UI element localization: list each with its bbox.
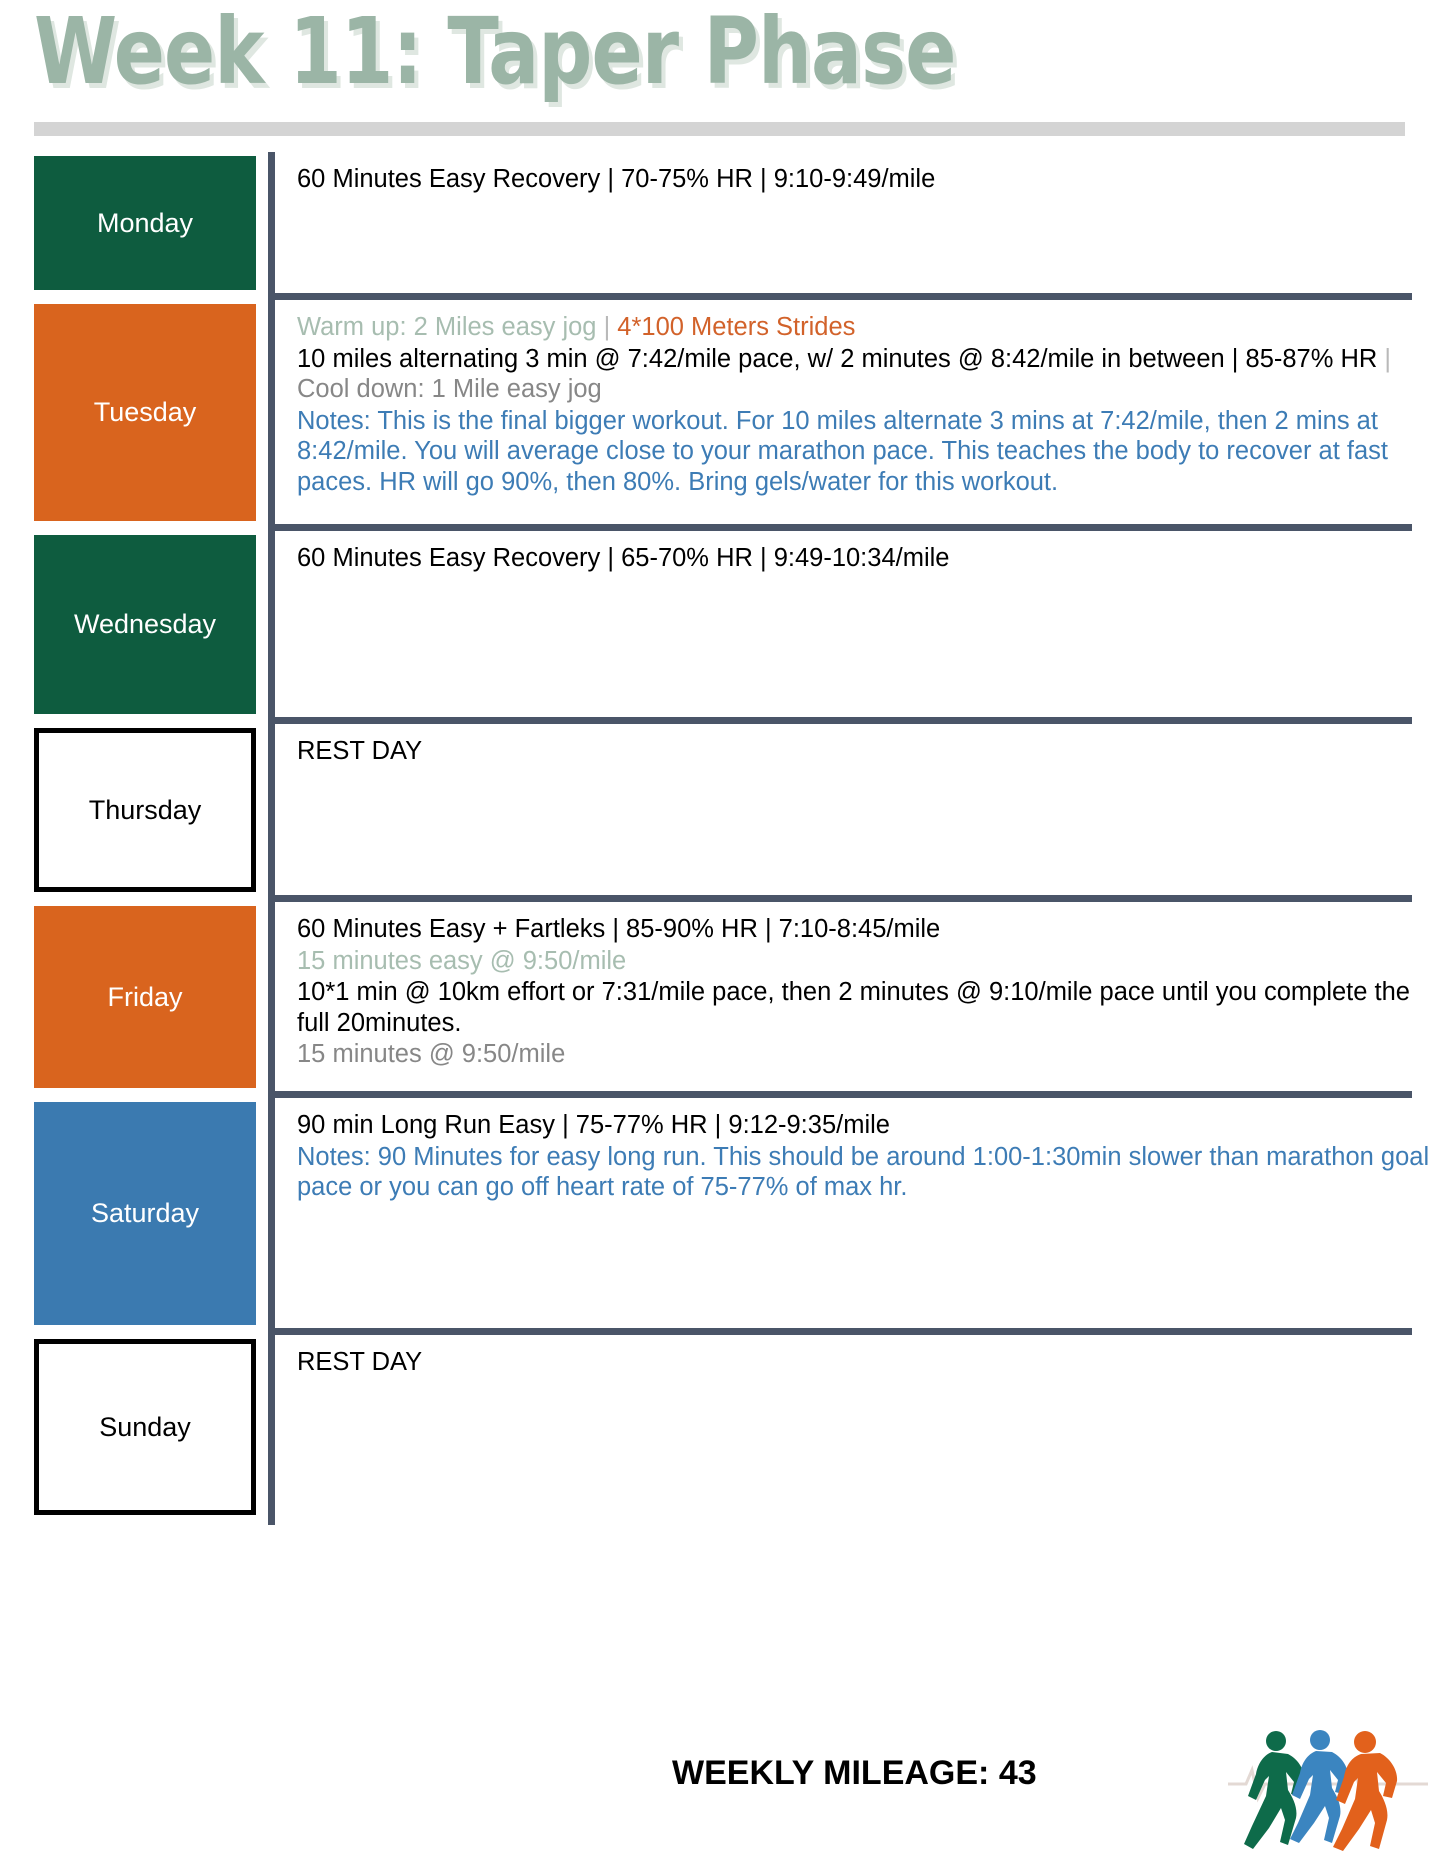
day-label-cell <box>0 300 256 531</box>
day-label-cell <box>0 724 256 902</box>
day-name: Wednesday <box>73 609 217 639</box>
day-block-friday[interactable] <box>34 906 256 1088</box>
runner-orange <box>1333 1731 1397 1851</box>
day-name: Tuesday <box>93 397 197 427</box>
workout-content <box>268 300 1445 531</box>
workout-line <box>297 914 1445 946</box>
day-label-cell <box>0 152 256 300</box>
workout-segment-green: Warm up: 2 Miles easy jog <box>297 313 604 341</box>
workout-segment-sep: | <box>1384 344 1392 373</box>
workout-line <box>297 1347 1445 1379</box>
workout-segment-black: 60 Minutes Easy + Fartleks | 85-90% HR | 7:10-8:45/mile <box>297 915 941 943</box>
workout-line <box>297 164 1445 196</box>
header-divider-rule <box>34 122 1405 136</box>
page-footer <box>0 1742 1445 1871</box>
schedule-row-friday <box>0 902 1445 1098</box>
day-label-cell <box>0 531 256 724</box>
workout-segment-black: 60 Minutes Easy Recovery | 70-75% HR | 9:10-9:49/mile <box>297 165 936 193</box>
workout-content <box>268 902 1445 1098</box>
workout-line <box>297 736 1445 768</box>
schedule-row-saturday <box>0 1098 1445 1335</box>
workout-line <box>297 1039 1445 1071</box>
day-name: Monday <box>96 207 194 238</box>
three-runners-logo <box>1228 1722 1428 1867</box>
schedule-row-monday <box>0 152 1445 300</box>
day-label-cell <box>0 1335 256 1525</box>
workout-segment-black: 10 miles alternating 3 min @ 7:42/mile pace, w/ 2 minutes @ 8:42/mile in between | 85-87% HR <box>297 344 1385 373</box>
workout-content <box>268 531 1445 724</box>
workout-segment-sep: | <box>603 313 618 341</box>
schedule-row-tuesday <box>0 300 1445 531</box>
workout-line <box>297 344 1445 406</box>
day-name: Sunday <box>99 1411 191 1442</box>
workout-segment-black: REST DAY <box>297 1348 423 1376</box>
day-block-monday[interactable] <box>34 156 256 290</box>
workout-line <box>297 312 1445 344</box>
workout-line <box>297 977 1445 1039</box>
workout-content <box>268 1335 1445 1525</box>
schedule-row-sunday <box>0 1335 1445 1525</box>
workout-line <box>297 1110 1445 1142</box>
workout-line <box>297 543 1445 575</box>
day-label-cell <box>0 902 256 1098</box>
day-block-tuesday[interactable] <box>34 304 256 521</box>
workout-segment-green: 15 minutes easy @ 9:50/mile <box>297 946 627 975</box>
workout-segment-black: REST DAY <box>297 737 423 765</box>
day-name: Saturday <box>90 1198 200 1228</box>
workout-line <box>297 946 1445 978</box>
workout-segment-blue: Notes: 90 Minutes for easy long run. This should be around 1:00-1:30min slower than marathon goal pace or you can go off heart rate of 75-77% of max hr. <box>297 1142 1430 1202</box>
weekly-mileage-label: WEEKLY MILEAGE: 43 <box>672 1754 1037 1792</box>
schedule-row-wednesday <box>0 531 1445 724</box>
runner-blue <box>1290 1730 1348 1843</box>
page-title: Week 11: Taper Phase <box>34 0 956 105</box>
workout-segment-black: 60 Minutes Easy Recovery | 65-70% HR | 9:49-10:34/mile <box>297 544 950 572</box>
workout-content <box>268 152 1445 300</box>
workout-line <box>297 406 1445 499</box>
workout-segment-gray: Cool down: 1 Mile easy jog <box>297 375 602 404</box>
day-label-cell <box>0 1098 256 1335</box>
page-header <box>0 0 1445 152</box>
day-block-saturday[interactable] <box>34 1102 256 1325</box>
workout-segment-blue: Notes: This is the final bigger workout. For 10 miles alternate 3 mins at 7:42/mile, then 2 mins at 8:42/mile. You will average close to your marathon pace. This teaches the body to recover at fast paces. HR will go 90%, then 80%. Bring gels/water for this workout. <box>297 406 1388 496</box>
day-name: Thursday <box>88 794 202 825</box>
workout-line <box>297 1142 1445 1204</box>
weekly-schedule <box>0 152 1445 1525</box>
day-block-wednesday[interactable] <box>34 535 256 714</box>
day-block-sunday[interactable] <box>34 1339 256 1515</box>
workout-segment-gray: 15 minutes @ 9:50/mile <box>297 1040 566 1069</box>
workout-content <box>268 1098 1445 1335</box>
day-name: Friday <box>107 981 183 1012</box>
workout-content <box>268 724 1445 902</box>
workout-segment-black: 10*1 min @ 10km effort or 7:31/mile pace, then 2 minutes @ 9:10/mile pace until you complete the full 20minutes. <box>297 978 1410 1037</box>
schedule-row-thursday <box>0 724 1445 902</box>
day-block-thursday[interactable] <box>34 728 256 892</box>
workout-segment-black: 90 min Long Run Easy | 75-77% HR | 9:12-9:35/mile <box>297 1111 890 1139</box>
workout-segment-orange: 4*100 Meters Strides <box>617 313 856 341</box>
